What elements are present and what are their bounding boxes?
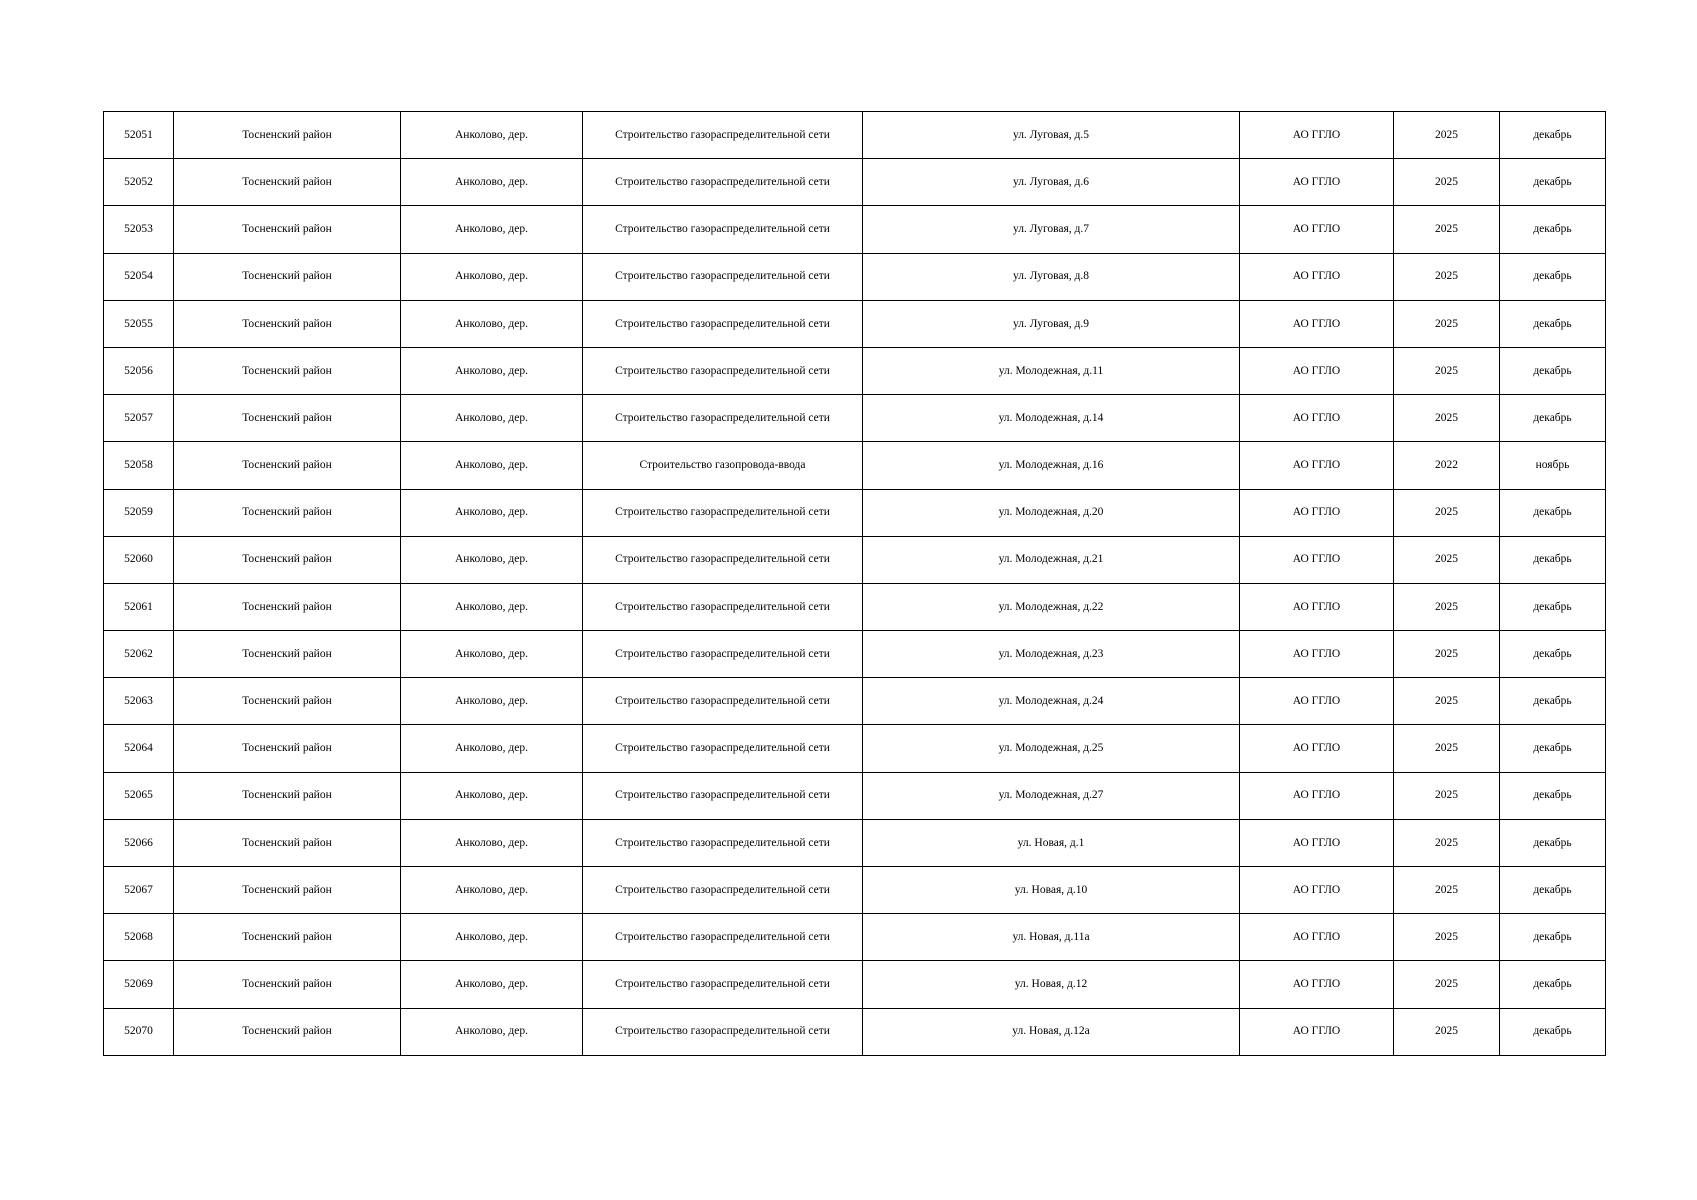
- organization-cell: АО ГГЛО: [1240, 725, 1394, 772]
- row-id-cell: 52055: [104, 300, 174, 347]
- work-type-cell: Строительство газораспределительной сети: [583, 961, 863, 1008]
- month-cell: декабрь: [1500, 583, 1606, 630]
- locality-cell: Анколово, дер.: [401, 1008, 583, 1055]
- row-id-cell: 52059: [104, 489, 174, 536]
- district-cell: Тосненский район: [174, 867, 401, 914]
- gasification-table: [103, 111, 1606, 1056]
- address-cell: ул. Молодежная, д.24: [863, 678, 1240, 725]
- address-cell: ул. Молодежная, д.21: [863, 536, 1240, 583]
- work-type-cell: Строительство газопровода-ввода: [583, 442, 863, 489]
- district-cell: Тосненский район: [174, 347, 401, 394]
- organization-cell: АО ГГЛО: [1240, 772, 1394, 819]
- district-cell: Тосненский район: [174, 583, 401, 630]
- month-cell: декабрь: [1500, 678, 1606, 725]
- address-cell: ул. Луговая, д.6: [863, 159, 1240, 206]
- year-cell: 2025: [1394, 819, 1500, 866]
- district-cell: Тосненский район: [174, 1008, 401, 1055]
- month-cell: декабрь: [1500, 819, 1606, 866]
- year-cell: 2025: [1394, 112, 1500, 159]
- address-cell: ул. Молодежная, д.25: [863, 725, 1240, 772]
- row-id-cell: 52065: [104, 772, 174, 819]
- organization-cell: АО ГГЛО: [1240, 442, 1394, 489]
- organization-cell: АО ГГЛО: [1240, 819, 1394, 866]
- row-id-cell: 52057: [104, 395, 174, 442]
- row-id-cell: 52056: [104, 347, 174, 394]
- locality-cell: Анколово, дер.: [401, 300, 583, 347]
- table-row: [104, 678, 1606, 725]
- district-cell: Тосненский район: [174, 253, 401, 300]
- year-cell: 2025: [1394, 867, 1500, 914]
- work-type-cell: Строительство газораспределительной сети: [583, 819, 863, 866]
- year-cell: 2025: [1394, 395, 1500, 442]
- organization-cell: АО ГГЛО: [1240, 253, 1394, 300]
- organization-cell: АО ГГЛО: [1240, 159, 1394, 206]
- address-cell: ул. Новая, д.12: [863, 961, 1240, 1008]
- district-cell: Тосненский район: [174, 442, 401, 489]
- table-body: [104, 112, 1606, 1056]
- locality-cell: Анколово, дер.: [401, 867, 583, 914]
- row-id-cell: 52054: [104, 253, 174, 300]
- table-row: [104, 867, 1606, 914]
- address-cell: ул. Молодежная, д.16: [863, 442, 1240, 489]
- table-row: [104, 631, 1606, 678]
- locality-cell: Анколово, дер.: [401, 961, 583, 1008]
- row-id-cell: 52067: [104, 867, 174, 914]
- row-id-cell: 52053: [104, 206, 174, 253]
- month-cell: декабрь: [1500, 536, 1606, 583]
- address-cell: ул. Молодежная, д.23: [863, 631, 1240, 678]
- district-cell: Тосненский район: [174, 159, 401, 206]
- district-cell: Тосненский район: [174, 395, 401, 442]
- organization-cell: АО ГГЛО: [1240, 395, 1394, 442]
- work-type-cell: Строительство газораспределительной сети: [583, 678, 863, 725]
- month-cell: декабрь: [1500, 347, 1606, 394]
- locality-cell: Анколово, дер.: [401, 395, 583, 442]
- address-cell: ул. Новая, д.11а: [863, 914, 1240, 961]
- table-row: [104, 300, 1606, 347]
- table-row: [104, 725, 1606, 772]
- month-cell: декабрь: [1500, 253, 1606, 300]
- locality-cell: Анколово, дер.: [401, 914, 583, 961]
- work-type-cell: Строительство газораспределительной сети: [583, 300, 863, 347]
- work-type-cell: Строительство газораспределительной сети: [583, 489, 863, 536]
- district-cell: Тосненский район: [174, 678, 401, 725]
- organization-cell: АО ГГЛО: [1240, 631, 1394, 678]
- address-cell: ул. Молодежная, д.14: [863, 395, 1240, 442]
- year-cell: 2025: [1394, 914, 1500, 961]
- locality-cell: Анколово, дер.: [401, 819, 583, 866]
- month-cell: декабрь: [1500, 867, 1606, 914]
- year-cell: 2025: [1394, 583, 1500, 630]
- month-cell: декабрь: [1500, 395, 1606, 442]
- table-row: [104, 583, 1606, 630]
- row-id-cell: 52051: [104, 112, 174, 159]
- year-cell: 2025: [1394, 489, 1500, 536]
- year-cell: 2025: [1394, 253, 1500, 300]
- address-cell: ул. Молодежная, д.11: [863, 347, 1240, 394]
- row-id-cell: 52066: [104, 819, 174, 866]
- locality-cell: Анколово, дер.: [401, 112, 583, 159]
- table-row: [104, 112, 1606, 159]
- work-type-cell: Строительство газораспределительной сети: [583, 1008, 863, 1055]
- month-cell: декабрь: [1500, 112, 1606, 159]
- district-cell: Тосненский район: [174, 725, 401, 772]
- month-cell: ноябрь: [1500, 442, 1606, 489]
- row-id-cell: 52061: [104, 583, 174, 630]
- district-cell: Тосненский район: [174, 489, 401, 536]
- organization-cell: АО ГГЛО: [1240, 112, 1394, 159]
- month-cell: декабрь: [1500, 206, 1606, 253]
- organization-cell: АО ГГЛО: [1240, 961, 1394, 1008]
- address-cell: ул. Луговая, д.8: [863, 253, 1240, 300]
- table-row: [104, 914, 1606, 961]
- row-id-cell: 52060: [104, 536, 174, 583]
- organization-cell: АО ГГЛО: [1240, 1008, 1394, 1055]
- table-row: [104, 347, 1606, 394]
- year-cell: 2025: [1394, 678, 1500, 725]
- organization-cell: АО ГГЛО: [1240, 347, 1394, 394]
- address-cell: ул. Новая, д.10: [863, 867, 1240, 914]
- month-cell: декабрь: [1500, 914, 1606, 961]
- locality-cell: Анколово, дер.: [401, 631, 583, 678]
- work-type-cell: Строительство газораспределительной сети: [583, 725, 863, 772]
- address-cell: ул. Новая, д.12а: [863, 1008, 1240, 1055]
- district-cell: Тосненский район: [174, 112, 401, 159]
- year-cell: 2025: [1394, 536, 1500, 583]
- organization-cell: АО ГГЛО: [1240, 914, 1394, 961]
- work-type-cell: Строительство газораспределительной сети: [583, 631, 863, 678]
- organization-cell: АО ГГЛО: [1240, 678, 1394, 725]
- table-row: [104, 206, 1606, 253]
- table-row: [104, 159, 1606, 206]
- work-type-cell: Строительство газораспределительной сети: [583, 347, 863, 394]
- year-cell: 2025: [1394, 772, 1500, 819]
- locality-cell: Анколово, дер.: [401, 347, 583, 394]
- table-row: [104, 772, 1606, 819]
- year-cell: 2025: [1394, 206, 1500, 253]
- row-id-cell: 52052: [104, 159, 174, 206]
- row-id-cell: 52063: [104, 678, 174, 725]
- locality-cell: Анколово, дер.: [401, 489, 583, 536]
- locality-cell: Анколово, дер.: [401, 442, 583, 489]
- year-cell: 2025: [1394, 347, 1500, 394]
- table-row: [104, 395, 1606, 442]
- address-cell: ул. Молодежная, д.27: [863, 772, 1240, 819]
- row-id-cell: 52069: [104, 961, 174, 1008]
- address-cell: ул. Молодежная, д.20: [863, 489, 1240, 536]
- work-type-cell: Строительство газораспределительной сети: [583, 395, 863, 442]
- year-cell: 2025: [1394, 1008, 1500, 1055]
- locality-cell: Анколово, дер.: [401, 583, 583, 630]
- month-cell: декабрь: [1500, 631, 1606, 678]
- work-type-cell: Строительство газораспределительной сети: [583, 253, 863, 300]
- locality-cell: Анколово, дер.: [401, 159, 583, 206]
- row-id-cell: 52058: [104, 442, 174, 489]
- district-cell: Тосненский район: [174, 961, 401, 1008]
- address-cell: ул. Молодежная, д.22: [863, 583, 1240, 630]
- organization-cell: АО ГГЛО: [1240, 867, 1394, 914]
- district-cell: Тосненский район: [174, 631, 401, 678]
- organization-cell: АО ГГЛО: [1240, 489, 1394, 536]
- district-cell: Тосненский район: [174, 206, 401, 253]
- district-cell: Тосненский район: [174, 772, 401, 819]
- district-cell: Тосненский район: [174, 914, 401, 961]
- locality-cell: Анколово, дер.: [401, 772, 583, 819]
- table-row: [104, 1008, 1606, 1055]
- district-cell: Тосненский район: [174, 819, 401, 866]
- year-cell: 2025: [1394, 631, 1500, 678]
- locality-cell: Анколово, дер.: [401, 536, 583, 583]
- work-type-cell: Строительство газораспределительной сети: [583, 159, 863, 206]
- organization-cell: АО ГГЛО: [1240, 206, 1394, 253]
- address-cell: ул. Луговая, д.5: [863, 112, 1240, 159]
- month-cell: декабрь: [1500, 772, 1606, 819]
- locality-cell: Анколово, дер.: [401, 725, 583, 772]
- table-row: [104, 819, 1606, 866]
- locality-cell: Анколово, дер.: [401, 206, 583, 253]
- address-cell: ул. Новая, д.1: [863, 819, 1240, 866]
- month-cell: декабрь: [1500, 300, 1606, 347]
- district-cell: Тосненский район: [174, 300, 401, 347]
- month-cell: декабрь: [1500, 725, 1606, 772]
- work-type-cell: Строительство газораспределительной сети: [583, 536, 863, 583]
- locality-cell: Анколово, дер.: [401, 253, 583, 300]
- table-row: [104, 489, 1606, 536]
- row-id-cell: 52070: [104, 1008, 174, 1055]
- row-id-cell: 52064: [104, 725, 174, 772]
- district-cell: Тосненский район: [174, 536, 401, 583]
- month-cell: декабрь: [1500, 159, 1606, 206]
- work-type-cell: Строительство газораспределительной сети: [583, 112, 863, 159]
- month-cell: декабрь: [1500, 961, 1606, 1008]
- year-cell: 2025: [1394, 961, 1500, 1008]
- month-cell: декабрь: [1500, 1008, 1606, 1055]
- table-row: [104, 253, 1606, 300]
- work-type-cell: Строительство газораспределительной сети: [583, 867, 863, 914]
- row-id-cell: 52068: [104, 914, 174, 961]
- address-cell: ул. Луговая, д.7: [863, 206, 1240, 253]
- work-type-cell: Строительство газораспределительной сети: [583, 206, 863, 253]
- year-cell: 2025: [1394, 725, 1500, 772]
- work-type-cell: Строительство газораспределительной сети: [583, 914, 863, 961]
- table-row: [104, 961, 1606, 1008]
- work-type-cell: Строительство газораспределительной сети: [583, 772, 863, 819]
- work-type-cell: Строительство газораспределительной сети: [583, 583, 863, 630]
- organization-cell: АО ГГЛО: [1240, 583, 1394, 630]
- year-cell: 2025: [1394, 159, 1500, 206]
- organization-cell: АО ГГЛО: [1240, 300, 1394, 347]
- table-row: [104, 442, 1606, 489]
- year-cell: 2022: [1394, 442, 1500, 489]
- locality-cell: Анколово, дер.: [401, 678, 583, 725]
- table-row: [104, 536, 1606, 583]
- year-cell: 2025: [1394, 300, 1500, 347]
- address-cell: ул. Луговая, д.9: [863, 300, 1240, 347]
- month-cell: декабрь: [1500, 489, 1606, 536]
- organization-cell: АО ГГЛО: [1240, 536, 1394, 583]
- row-id-cell: 52062: [104, 631, 174, 678]
